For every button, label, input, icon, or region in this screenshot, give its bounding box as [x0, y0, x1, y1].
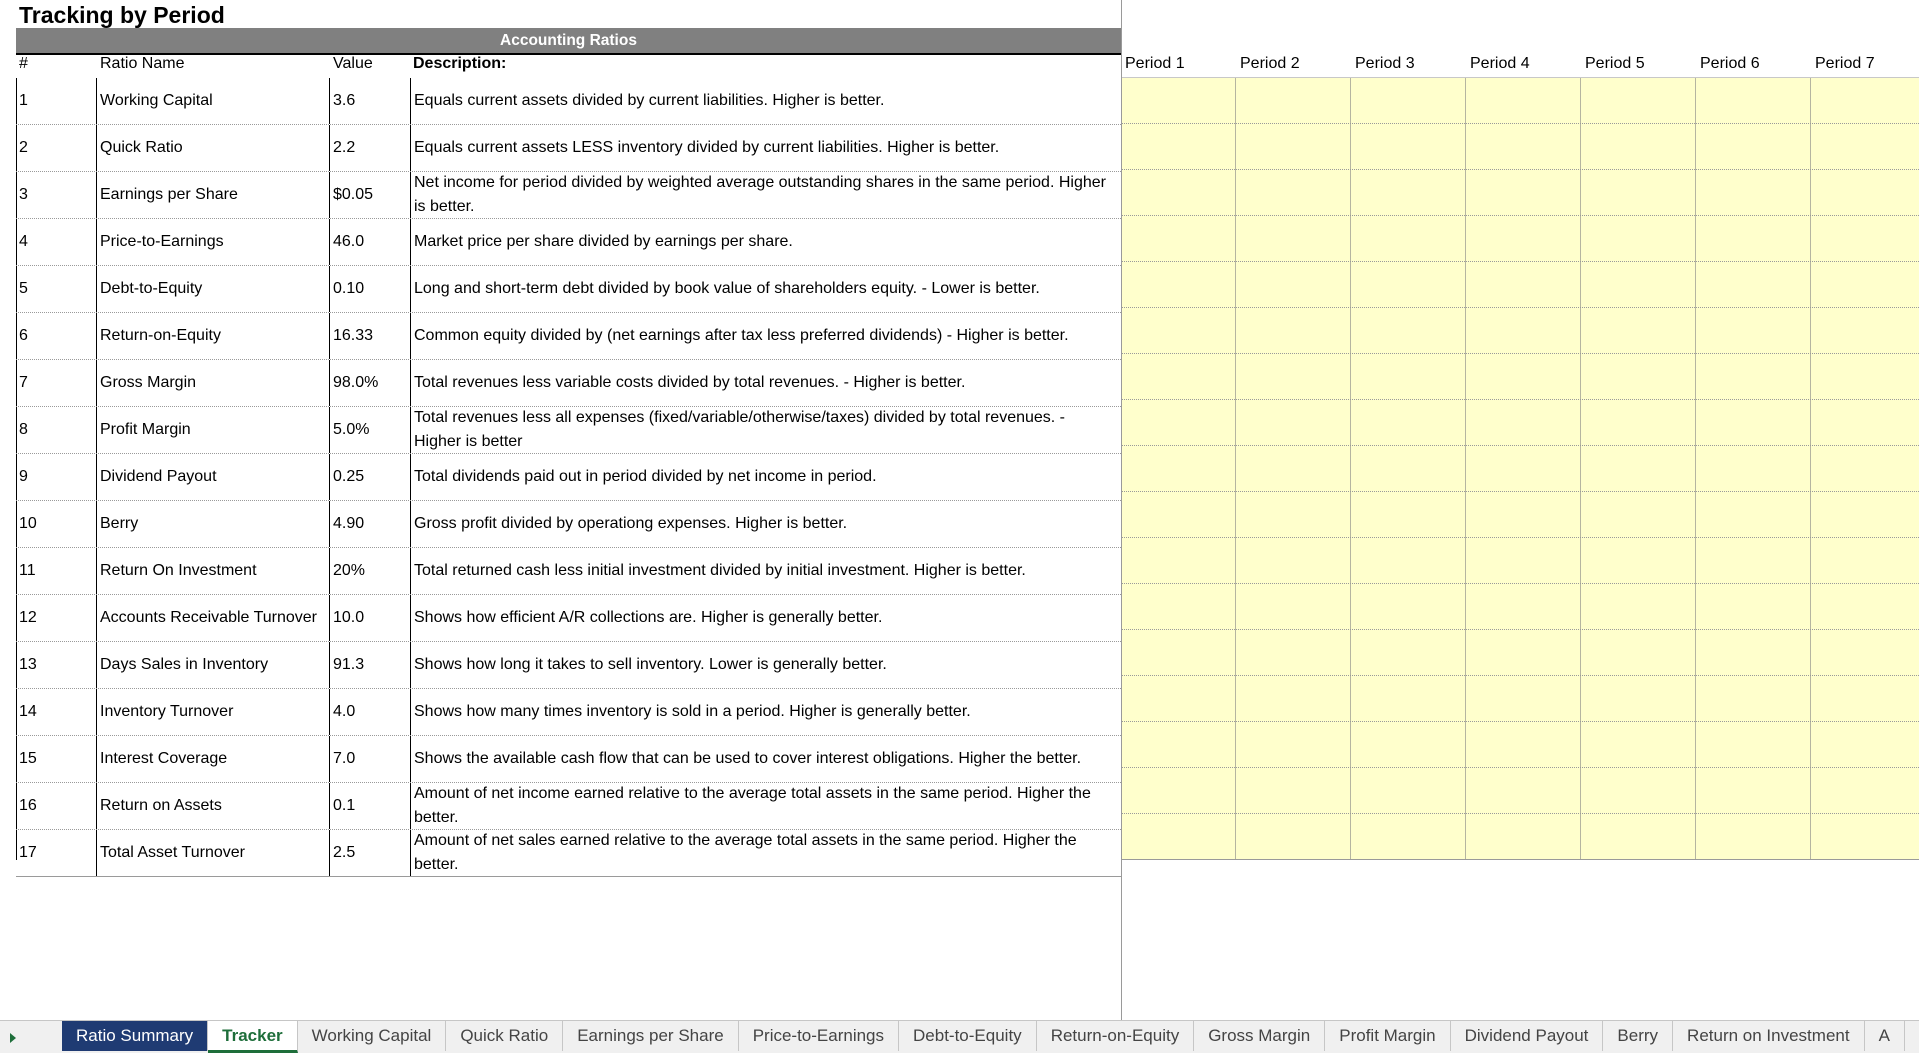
sheet-title: Tracking by Period [19, 2, 225, 28]
period-row [1121, 630, 1919, 676]
row-number[interactable]: 10 [19, 515, 37, 532]
ratio-value-cell[interactable]: 20% [329, 548, 410, 594]
period-row [1121, 124, 1919, 170]
ratio-description-cell[interactable]: Market price per share divided by earnings per share. [410, 219, 1121, 265]
ratio-description-cell[interactable]: Shows the available cash flow that can be used to cover interest obligations. Higher the better. [410, 736, 1121, 782]
ratio-value-cell[interactable]: 2.5 [329, 830, 410, 876]
tab-quick-ratio[interactable]: Quick Ratio [446, 1021, 563, 1051]
ratio-name-cell[interactable]: Return on Assets [96, 783, 329, 829]
ratio-description-cell[interactable]: Total dividends paid out in period divided by net income in period. [410, 454, 1121, 500]
ratio-name-cell[interactable]: Working Capital [96, 78, 329, 124]
table-row [16, 407, 1121, 454]
period-row [1121, 400, 1919, 446]
row-number[interactable]: 17 [19, 844, 37, 861]
tab-debt-to-equity[interactable]: Debt-to-Equity [899, 1021, 1037, 1051]
period-row [1121, 262, 1919, 308]
ratio-value-cell[interactable]: 0.10 [329, 266, 410, 312]
row-number[interactable]: 11 [19, 562, 36, 579]
tab-a[interactable]: A [1865, 1021, 1905, 1051]
period-row [1121, 446, 1919, 492]
header-description[interactable]: Description: [413, 55, 507, 72]
row-number[interactable]: 14 [19, 703, 37, 720]
ratio-value-cell[interactable]: 4.0 [329, 689, 410, 735]
ratio-description-cell[interactable]: Amount of net sales earned relative to the average total assets in the same period. Higher the better. [410, 830, 1121, 876]
ratio-description-cell[interactable]: Gross profit divided by operationg expenses. Higher is better. [410, 501, 1121, 547]
ratio-name-cell[interactable]: Debt-to-Equity [96, 266, 329, 312]
table-row [16, 266, 1121, 313]
header-value[interactable]: Value [333, 55, 373, 72]
ratio-name-cell[interactable]: Accounts Receivable Turnover [96, 595, 329, 641]
ratio-description-cell[interactable]: Equals current assets LESS inventory divided by current liabilities. Higher is better. [410, 125, 1121, 171]
ratio-description-cell[interactable]: Amount of net income earned relative to the average total assets in the same period. Higher the better. [410, 783, 1121, 829]
period-row [1121, 354, 1919, 400]
tab-ratio-summary[interactable]: Ratio Summary [62, 1021, 208, 1051]
ratio-value-cell[interactable]: 7.0 [329, 736, 410, 782]
sheet-tab-bar [0, 1020, 1919, 1053]
period-row [1121, 78, 1919, 124]
freeze-pane-divider [1121, 0, 1122, 1020]
tab-berry[interactable]: Berry [1603, 1021, 1673, 1051]
row-number[interactable]: 12 [19, 609, 37, 626]
header-period-2[interactable]: Period 2 [1240, 55, 1300, 72]
table-row [16, 454, 1121, 501]
ratio-value-cell[interactable]: 0.1 [329, 783, 410, 829]
ratio-name-cell[interactable]: Quick Ratio [96, 125, 329, 171]
table-row [16, 783, 1121, 830]
row-number[interactable]: 8 [19, 421, 28, 438]
header-period-3[interactable]: Period 3 [1355, 55, 1415, 72]
table-row [16, 360, 1121, 407]
period-row [1121, 768, 1919, 814]
period-row [1121, 584, 1919, 630]
ratio-name-cell[interactable]: Return-on-Equity [96, 313, 329, 359]
ratio-description-cell[interactable]: Shows how long it takes to sell inventory. Lower is generally better. [410, 642, 1121, 688]
ratio-name-cell[interactable]: Profit Margin [96, 407, 329, 453]
row-number[interactable]: 13 [19, 656, 37, 673]
header-period-1[interactable]: Period 1 [1125, 55, 1185, 72]
row-number[interactable]: 15 [19, 750, 37, 767]
header-period-4[interactable]: Period 4 [1470, 55, 1530, 72]
ratio-name-cell[interactable]: Total Asset Turnover [96, 830, 329, 876]
tab-working-capital[interactable]: Working Capital [298, 1021, 447, 1051]
tab-return-on-investment[interactable]: Return on Investment [1673, 1021, 1865, 1051]
ratio-value-cell[interactable]: 3.6 [329, 78, 410, 124]
ratio-description-cell[interactable]: Shows how many times inventory is sold in a period. Higher is generally better. [410, 689, 1121, 735]
ratio-name-cell[interactable]: Earnings per Share [96, 172, 329, 218]
table-row [16, 78, 1121, 125]
ratio-name-cell[interactable]: Price-to-Earnings [96, 219, 329, 265]
ratio-value-cell[interactable]: 16.33 [329, 313, 410, 359]
tab-gross-margin[interactable]: Gross Margin [1194, 1021, 1325, 1051]
ratio-value-cell[interactable]: 4.90 [329, 501, 410, 547]
row-number[interactable]: 1 [19, 92, 28, 109]
tab-price-to-earnings[interactable]: Price-to-Earnings [739, 1021, 899, 1051]
tab-return-on-equity[interactable]: Return-on-Equity [1037, 1021, 1195, 1051]
header-num[interactable]: # [19, 55, 28, 72]
ratio-description-cell[interactable]: Long and short-term debt divided by book value of shareholders equity. - Lower is better. [410, 266, 1121, 312]
table-row [16, 172, 1121, 219]
table-row [16, 595, 1121, 642]
table-row [16, 830, 1121, 877]
ratio-name-cell[interactable]: Berry [96, 501, 329, 547]
table-row [16, 125, 1121, 172]
period-row [1121, 492, 1919, 538]
ratio-name-cell[interactable]: Interest Coverage [96, 736, 329, 782]
row-number[interactable]: 16 [19, 797, 37, 814]
row-number[interactable]: 6 [19, 327, 28, 344]
table-row [16, 548, 1121, 595]
table-row [16, 689, 1121, 736]
ratio-value-cell[interactable]: 98.0% [329, 360, 410, 406]
period-row [1121, 722, 1919, 768]
ratio-value-cell[interactable]: 2.2 [329, 125, 410, 171]
header-period-5[interactable]: Period 5 [1585, 55, 1645, 72]
period-row [1121, 814, 1919, 860]
period-input-grid [1121, 78, 1919, 860]
header-period-7[interactable]: Period 7 [1815, 55, 1875, 72]
tab-tracker[interactable]: Tracker [208, 1021, 298, 1053]
ratio-description-cell[interactable]: Equals current assets divided by current liabilities. Higher is better. [410, 78, 1121, 124]
row-number[interactable]: 9 [19, 468, 28, 485]
table-row [16, 736, 1121, 783]
accounting-ratios-banner: Accounting Ratios [16, 28, 1121, 53]
row-number[interactable]: 5 [19, 280, 28, 297]
period-row [1121, 538, 1919, 584]
row-number[interactable]: 4 [19, 233, 28, 250]
ratio-value-cell[interactable]: $0.05 [329, 172, 410, 218]
tab-dividend-payout[interactable]: Dividend Payout [1451, 1021, 1604, 1051]
period-row [1121, 170, 1919, 216]
ratio-value-cell[interactable]: 0.25 [329, 454, 410, 500]
ratio-description-cell[interactable]: Common equity divided by (net earnings after tax less preferred dividends) - Higher is better. [410, 313, 1121, 359]
ratio-value-cell[interactable]: 5.0% [329, 407, 410, 453]
ratio-name-cell[interactable]: Gross Margin [96, 360, 329, 406]
header-ratio-name[interactable]: Ratio Name [100, 55, 185, 72]
period-row [1121, 308, 1919, 354]
ratio-description-cell[interactable]: Total returned cash less initial investment divided by initial investment. Higher is better. [410, 548, 1121, 594]
period-row [1121, 676, 1919, 722]
ratio-name-cell[interactable]: Dividend Payout [96, 454, 329, 500]
row-number[interactable]: 7 [19, 374, 28, 391]
ratio-value-cell[interactable]: 46.0 [329, 219, 410, 265]
ratio-name-cell[interactable]: Return On Investment [96, 548, 329, 594]
ratio-table [16, 78, 1121, 877]
row-number[interactable]: 3 [19, 186, 28, 203]
tab-profit-margin[interactable]: Profit Margin [1325, 1021, 1450, 1051]
period-row [1121, 216, 1919, 262]
table-row [16, 642, 1121, 689]
ratio-name-cell[interactable]: Inventory Turnover [96, 689, 329, 735]
ratio-value-cell[interactable]: 91.3 [329, 642, 410, 688]
header-divider [16, 53, 1121, 55]
ratio-name-cell[interactable]: Days Sales in Inventory [96, 642, 329, 688]
ratio-description-cell[interactable]: Total revenues less all expenses (fixed/variable/otherwise/taxes) divided by total revenues. - Higher is better [410, 407, 1121, 453]
header-period-6[interactable]: Period 6 [1700, 55, 1760, 72]
tab-earnings-per-share[interactable]: Earnings per Share [563, 1021, 738, 1051]
sheet-tabs [62, 1021, 1905, 1053]
ratio-value-cell[interactable]: 10.0 [329, 595, 410, 641]
row-number[interactable]: 2 [19, 139, 28, 156]
table-row [16, 313, 1121, 360]
ratio-description-cell[interactable]: Net income for period divided by weighted average outstanding shares in the same period. Higher is better. [410, 172, 1121, 218]
tab-scroll-right-icon[interactable] [10, 1033, 16, 1043]
ratio-description-cell[interactable]: Shows how efficient A/R collections are. Higher is generally better. [410, 595, 1121, 641]
table-row [16, 219, 1121, 266]
table-row [16, 501, 1121, 548]
ratio-description-cell[interactable]: Total revenues less variable costs divided by total revenues. - Higher is better. [410, 360, 1121, 406]
